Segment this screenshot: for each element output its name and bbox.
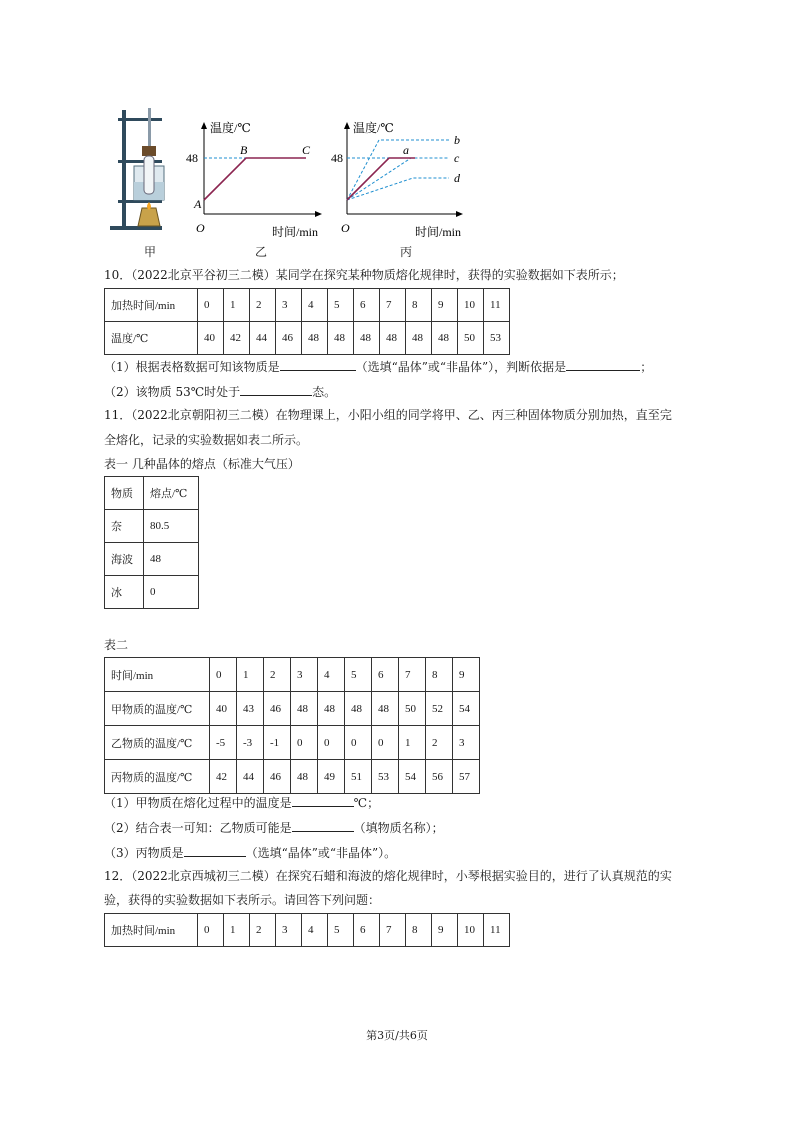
table-cell: 48 — [406, 322, 432, 355]
table-cell: 2 — [250, 914, 276, 947]
q11-part3-text-a: （3）丙物质是 — [104, 846, 184, 860]
table-cell: 49 — [318, 760, 345, 794]
table-row-label: 乙物质的温度/℃ — [105, 726, 210, 760]
table-cell: 4 — [318, 658, 345, 692]
yi-y-value: 48 — [186, 151, 198, 165]
bing-y-value: 48 — [331, 151, 343, 165]
q11-table1-caption: 表一 几种晶体的熔点（标准大气压） — [104, 457, 300, 471]
yi-point-c: C — [302, 143, 311, 157]
table-cell: 0 — [144, 576, 199, 609]
yi-y-axis-label: 温度/℃ — [210, 121, 251, 135]
figure-jia-label: 甲 — [144, 245, 157, 259]
q12-intro-line2: 验，获得的实验数据如下表所示。请回答下列问题： — [104, 893, 381, 907]
table-row-label: 时间/min — [105, 658, 210, 692]
table-row — [105, 543, 199, 576]
bing-label-b: b — [454, 133, 460, 147]
table-cell: 5 — [328, 289, 354, 322]
table-row — [105, 726, 480, 760]
table-cell: 4 — [302, 914, 328, 947]
table-cell: 9 — [432, 289, 458, 322]
table-cell: 1 — [224, 914, 250, 947]
table-row-label: 丙物质的温度/℃ — [105, 760, 210, 794]
table-cell: 0 — [210, 658, 237, 692]
table-cell: 6 — [372, 658, 399, 692]
table-row — [105, 477, 199, 510]
table-cell: 6 — [354, 914, 380, 947]
heating-curve-bing — [331, 120, 471, 238]
table-cell: 5 — [328, 914, 354, 947]
table-cell: 80.5 — [144, 510, 199, 543]
table-cell: 10 — [458, 914, 484, 947]
q11-answer-blank-1[interactable] — [292, 795, 354, 807]
table-cell: 3 — [291, 658, 318, 692]
table-cell: 2 — [250, 289, 276, 322]
q10-part2-text-a: （2）该物质 53℃时处于 — [104, 385, 241, 399]
table-row-label: 甲物质的温度/℃ — [105, 692, 210, 726]
bing-label-c: c — [454, 151, 460, 165]
q10-part2-text-b: 态。 — [312, 385, 337, 399]
figure-bing-label: 丙 — [400, 245, 413, 259]
table-cell: 48 — [345, 692, 372, 726]
table-cell: 3 — [453, 726, 480, 760]
q10-part1-text-b: （选填“晶体”或“非晶体”），判断依据是 — [355, 360, 567, 374]
q12-intro-line1: 12．（2022北京西城初三二模）在探究石蜡和海波的熔化规律时，小琴根据实验目的，进行了认真规范的实 — [104, 869, 672, 883]
table-cell: 54 — [453, 692, 480, 726]
q11-table1 — [104, 476, 199, 609]
table-cell: 1 — [399, 726, 426, 760]
table-cell: 48 — [432, 322, 458, 355]
q11-part3-text-b: （选填“晶体”或“非晶体”）。 — [245, 846, 397, 860]
table-cell: 8 — [406, 914, 432, 947]
table-cell: 43 — [237, 692, 264, 726]
q10-answer-blank-2[interactable] — [566, 359, 640, 371]
table-cell: 8 — [426, 658, 453, 692]
q10-row-temp — [105, 322, 510, 355]
table-row — [105, 510, 199, 543]
bing-origin: O — [341, 221, 350, 235]
q10-part1-text-a: （1）根据表格数据可知该物质是 — [104, 360, 280, 374]
table-cell: 48 — [328, 322, 354, 355]
table-cell: 11 — [484, 289, 510, 322]
table-row — [105, 760, 480, 794]
table-cell: 0 — [198, 914, 224, 947]
table-cell: 44 — [250, 322, 276, 355]
table-cell: 40 — [210, 692, 237, 726]
table-cell: 50 — [458, 322, 484, 355]
table-cell: 48 — [291, 692, 318, 726]
q11-part2 — [104, 819, 444, 836]
table-cell: 奈 — [105, 510, 144, 543]
yi-point-a: A — [194, 197, 202, 211]
apparatus-figure — [108, 104, 168, 234]
table-cell: 2 — [264, 658, 291, 692]
yi-point-b: B — [240, 143, 248, 157]
table-cell: 7 — [399, 658, 426, 692]
yi-origin: O — [196, 221, 205, 235]
q11-part2-text-b: （填物质名称）； — [353, 821, 444, 835]
q10-answer-blank-1[interactable] — [280, 359, 356, 371]
heating-curve-yi — [186, 120, 328, 238]
table-cell: 42 — [210, 760, 237, 794]
table-cell: 0 — [318, 726, 345, 760]
table-cell: 50 — [399, 692, 426, 726]
table-cell: -3 — [237, 726, 264, 760]
table-cell: 0 — [345, 726, 372, 760]
table-cell: 3 — [276, 914, 302, 947]
q10-part2 — [104, 383, 336, 400]
q11-table1-header-substance: 物质 — [105, 477, 144, 510]
q11-table2 — [104, 657, 480, 794]
table-cell: -5 — [210, 726, 237, 760]
table-cell: 1 — [237, 658, 264, 692]
table-cell: 48 — [354, 322, 380, 355]
table-cell: 冰 — [105, 576, 144, 609]
page-footer: 第3页/共6页 — [366, 1029, 428, 1042]
q11-table1-header-melting: 熔点/℃ — [144, 477, 199, 510]
q11-part1-text-a: （1）甲物质在熔化过程中的温度是 — [104, 796, 292, 810]
q10-row-temp-label: 温度/℃ — [105, 322, 198, 355]
table-cell: 48 — [372, 692, 399, 726]
q10-part1-text-c: ； — [640, 360, 653, 374]
table-cell: 0 — [372, 726, 399, 760]
table-cell: 53 — [484, 322, 510, 355]
table-row — [105, 658, 480, 692]
q11-answer-blank-3[interactable] — [184, 845, 246, 857]
table-cell: 3 — [276, 289, 302, 322]
q12-row-time — [105, 914, 510, 947]
q11-intro-line1: 11．（2022北京朝阳初三二模）在物理课上，小阳小组的同学将甲、乙、丙三种固体物质分别加热，直至完 — [104, 408, 672, 422]
q11-table2-caption: 表二 — [104, 638, 129, 652]
table-cell: 海波 — [105, 543, 144, 576]
q10-table — [104, 288, 510, 355]
bing-label-a: a — [403, 143, 409, 157]
table-cell: 7 — [380, 289, 406, 322]
table-cell: 52 — [426, 692, 453, 726]
table-cell: 46 — [264, 692, 291, 726]
bing-x-axis-label: 时间/min — [415, 225, 462, 238]
table-cell: 4 — [302, 289, 328, 322]
table-cell: 57 — [453, 760, 480, 794]
q12-row-time-label: 加热时间/min — [105, 914, 198, 947]
table-cell: 54 — [399, 760, 426, 794]
table-cell: 48 — [318, 692, 345, 726]
table-cell: 56 — [426, 760, 453, 794]
q11-part3 — [104, 844, 396, 861]
table-cell: 48 — [291, 760, 318, 794]
table-cell: 53 — [372, 760, 399, 794]
q10-row-time-label: 加热时间/min — [105, 289, 198, 322]
table-cell: -1 — [264, 726, 291, 760]
q12-table — [104, 913, 510, 947]
q10-row-time — [105, 289, 510, 322]
q11-part2-text-a: （2）结合表一可知：乙物质可能是 — [104, 821, 292, 835]
q11-part1 — [104, 794, 379, 811]
q10-part1 — [104, 358, 652, 375]
table-cell: 1 — [224, 289, 250, 322]
table-cell: 6 — [354, 289, 380, 322]
table-cell: 5 — [345, 658, 372, 692]
q11-part1-text-b: ℃； — [353, 796, 380, 810]
table-cell: 40 — [198, 322, 224, 355]
yi-x-axis-label: 时间/min — [272, 225, 319, 238]
figure-yi-label: 乙 — [255, 245, 268, 259]
q10-answer-blank-3[interactable] — [240, 384, 312, 396]
table-cell: 51 — [345, 760, 372, 794]
table-cell: 46 — [264, 760, 291, 794]
table-cell: 42 — [224, 322, 250, 355]
table-cell: 0 — [198, 289, 224, 322]
table-cell: 48 — [380, 322, 406, 355]
q10-intro: 10．（2022北京平谷初三二模）某同学在探究某种物质熔化规律时，获得的实验数据如下表所示； — [104, 268, 624, 282]
table-cell: 10 — [458, 289, 484, 322]
table-cell: 48 — [302, 322, 328, 355]
table-cell: 44 — [237, 760, 264, 794]
table-cell: 48 — [144, 543, 199, 576]
bing-label-d: d — [454, 171, 460, 185]
table-cell: 0 — [291, 726, 318, 760]
table-cell: 9 — [453, 658, 480, 692]
bing-y-axis-label: 温度/℃ — [353, 121, 394, 135]
q11-intro-line2: 全熔化，记录的实验数据如表二所示。 — [104, 433, 309, 447]
table-row — [105, 692, 480, 726]
table-cell: 8 — [406, 289, 432, 322]
table-cell: 2 — [426, 726, 453, 760]
table-cell: 11 — [484, 914, 510, 947]
table-row — [105, 576, 199, 609]
table-cell: 46 — [276, 322, 302, 355]
table-cell: 9 — [432, 914, 458, 947]
q11-answer-blank-2[interactable] — [292, 820, 354, 832]
table-cell: 7 — [380, 914, 406, 947]
